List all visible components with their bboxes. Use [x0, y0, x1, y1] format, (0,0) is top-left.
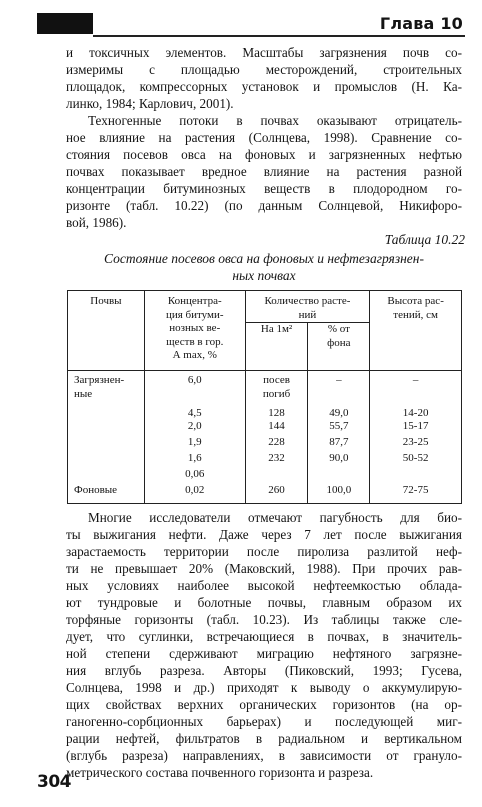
- header-line: На 1м²: [260, 323, 293, 335]
- cell-pct: [308, 468, 370, 484]
- text-line: ганогенно-сорбционных барьерах) и последующей миг-: [66, 714, 462, 729]
- table-body: [68, 371, 462, 504]
- header-soils: Почвы: [68, 291, 145, 371]
- cell-per-m2: [245, 420, 308, 436]
- cell-line: 232: [268, 452, 285, 464]
- cell-soil: [68, 371, 145, 403]
- cell-height: 15-17: [370, 420, 462, 436]
- table-row: [68, 420, 462, 436]
- cell-concentration: 4,5: [144, 403, 245, 421]
- cell-height: 23-25: [370, 436, 462, 452]
- header-line: тений, см: [393, 308, 438, 321]
- cell-line: Загрязнен-: [74, 374, 125, 386]
- text-line: ное влияние на растения (Солнцева, 1998). Сравнение со-: [66, 130, 462, 145]
- text-line: Солнцева, 1998 и др.) приходят к выводу о аккумулирую-: [66, 680, 462, 695]
- table-number: Таблица 10.22: [384, 232, 465, 247]
- table-row: [68, 371, 462, 403]
- header-rule: [93, 35, 465, 37]
- paragraph-2: [66, 112, 462, 231]
- header-line: А max, %: [172, 349, 217, 361]
- text-line: ной степени сдерживают миграцию нефтяного загрязне-: [66, 646, 462, 661]
- paragraph-3: [66, 509, 462, 781]
- header-line: ция битуми-: [165, 308, 224, 321]
- text-line: дует, что суглинки, встречающиеся в почвах, в значитель-: [66, 629, 462, 644]
- header-count: [245, 291, 370, 323]
- header-line: фона: [327, 336, 351, 349]
- text-line: ти не превышает 20% (Маковский, 1988). При прочих рав-: [66, 561, 462, 576]
- cell-line: 228: [268, 436, 285, 448]
- text-line: измеримы с площадью месторождений, строительных: [66, 62, 462, 77]
- cell-line: Фоновые: [74, 484, 118, 496]
- header-line: % от: [327, 323, 350, 335]
- cell-concentration: 0,02: [144, 484, 245, 503]
- text-line: метрического состава почвенного горизонта и разреза.: [66, 765, 374, 780]
- text-line: вой, 1986).: [66, 215, 127, 230]
- cell-line: погиб: [262, 387, 291, 400]
- cell-pct: 87,7: [308, 436, 370, 452]
- cell-concentration: 1,6: [144, 452, 245, 468]
- header-height: [370, 291, 462, 371]
- header-black-bar: [37, 13, 93, 34]
- text-line: щих свойствах верхних органических горизонтов (на ор-: [66, 697, 462, 712]
- cell-pct: 49,0: [308, 403, 370, 421]
- text-line: ризонте (табл. 10.22) (по данным Солнцевой, Никифоро-: [66, 198, 462, 213]
- cell-line: ные: [74, 387, 93, 400]
- paragraph-1: [66, 44, 462, 112]
- header-concentration: [144, 291, 245, 371]
- cell-soil: [68, 484, 145, 503]
- text-line: и токсичных элементов. Масштабы загрязнения почв со-: [66, 45, 462, 60]
- text-line: почвах показывает вредное влияние на растения разной: [66, 164, 462, 179]
- text-line: стояния посевов овса на фоновых и загрязненных нефтью: [66, 147, 462, 162]
- text-line: ют тундровые и болотные почвы, главным образом их: [66, 595, 462, 610]
- cell-per-m2: [245, 436, 308, 452]
- header-line: Высота рас-: [387, 295, 444, 307]
- cell-concentration: 1,9: [144, 436, 245, 452]
- cell-pct: 100,0: [308, 484, 370, 503]
- cell-per-m2: [245, 403, 308, 421]
- header-pct: [308, 323, 370, 371]
- header-line: Количество расте-: [264, 295, 351, 307]
- cell-pct: –: [308, 371, 370, 403]
- text-line: (вглубь разреза) направлениях, в зависимости от грануло-: [66, 748, 462, 763]
- cell-soil: [68, 420, 145, 436]
- cell-concentration: 0,06: [144, 468, 245, 484]
- cell-line: 260: [268, 484, 285, 496]
- cell-concentration: 6,0: [144, 371, 245, 403]
- text-line: Многие исследователи отмечают пагубность для био-: [88, 510, 462, 525]
- table-row: [68, 468, 462, 484]
- text-line: ты выжигания нефти. Даже через 7 лет после выжигания: [66, 527, 462, 542]
- cell-pct: 55,7: [308, 420, 370, 436]
- text-line: ных условиях наиболее высокой нефтеемкостью облада-: [66, 578, 462, 593]
- table-row: [68, 403, 462, 421]
- cell-soil: [68, 403, 145, 421]
- table-header: [68, 291, 462, 371]
- table-caption: [66, 250, 462, 284]
- header-line: Концентра-: [167, 295, 222, 307]
- page-number: 304: [37, 772, 71, 792]
- table-row: [68, 452, 462, 468]
- running-header: [37, 13, 465, 39]
- cell-per-m2: [245, 468, 308, 484]
- header-line: нозных ве-: [169, 322, 221, 334]
- text-line: торфяные горизонты (табл. 10.23). Из таблицы также сле-: [66, 612, 462, 627]
- cell-pct: 90,0: [308, 452, 370, 468]
- cell-height: [370, 468, 462, 484]
- text-line: рации нефтей, фильтратов в радиальном и вертикальном: [66, 731, 462, 746]
- cell-line: 144: [268, 420, 285, 432]
- cell-line: посев: [263, 374, 290, 386]
- caption-line: Состояние посевов овса на фоновых и нефтезагрязнен-: [104, 251, 424, 266]
- table-row: [68, 484, 462, 503]
- cell-height: –: [370, 371, 462, 403]
- table-row: [68, 436, 462, 452]
- header-line: ществ в гор.: [166, 335, 224, 348]
- data-table: [67, 290, 462, 504]
- text-line: ния вглубь разреза. Авторы (Пиковский, 1993; Гусева,: [66, 663, 462, 678]
- cell-soil: [68, 452, 145, 468]
- header-per-m2: [245, 323, 308, 371]
- cell-concentration: 2,0: [144, 420, 245, 436]
- cell-soil: [68, 468, 145, 484]
- chapter-title: Глава 10: [379, 14, 463, 33]
- cell-per-m2: [245, 371, 308, 403]
- cell-per-m2: [245, 484, 308, 503]
- header-line: ний: [298, 308, 317, 321]
- text-line: Техногенные потоки в почвах оказывают отрицатель-: [88, 113, 462, 128]
- text-line: зарастаемость территории после пиролиза разлитой неф-: [66, 544, 462, 559]
- caption-line: ных почвах: [232, 268, 296, 283]
- cell-height: 72-75: [370, 484, 462, 503]
- cell-height: 14-20: [370, 403, 462, 421]
- cell-height: 50-52: [370, 452, 462, 468]
- text-line: площадок, компрессорных установок и промыслов (Н. Ка-: [66, 79, 462, 94]
- text-line: линко, 1984; Карлович, 2001).: [66, 96, 234, 111]
- text-line: концентрации битуминозных веществ в плодородном го-: [66, 181, 462, 196]
- cell-per-m2: [245, 452, 308, 468]
- cell-soil: [68, 436, 145, 452]
- cell-line: 128: [268, 406, 285, 419]
